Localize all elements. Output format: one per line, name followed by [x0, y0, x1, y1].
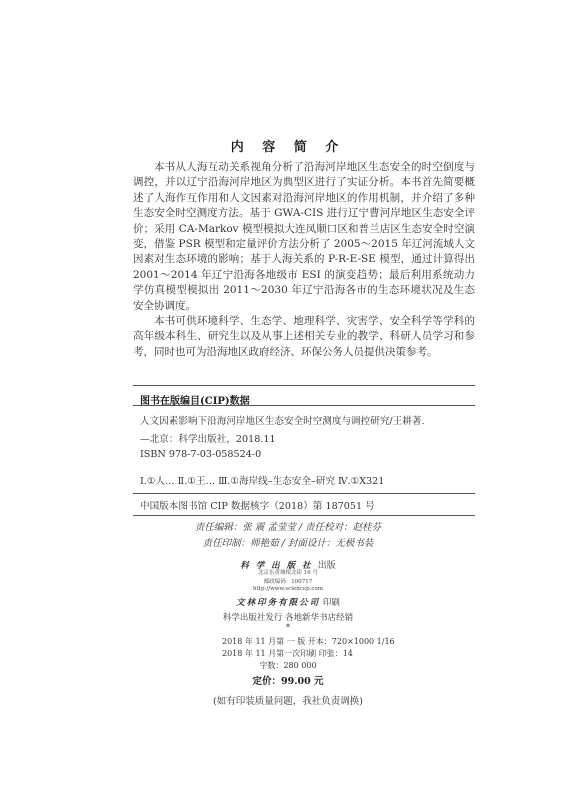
production-credits: 责任印制：师艳茹 / 封面设计：无极书装: [202, 538, 374, 549]
publisher-address: 北京东黄城根北街 16 号: [258, 570, 318, 576]
printer-name: 文林印务有限公司: [236, 598, 321, 608]
divider-top: [133, 385, 475, 386]
cip-heading: 图书在版编目(CIP)数据: [140, 396, 250, 407]
cip-classification-line: Ⅰ.①人… Ⅱ.①王… Ⅲ.①海岸线–生态安全–研究 Ⅳ.①X321: [140, 476, 385, 487]
publisher-name: 科 学 出 版 社: [240, 561, 313, 571]
cip-publisher-line: —北京：科学出版社，2018.11: [140, 434, 276, 445]
cip-title-line: 人文因素影响下沿海河岸地区生态安全时空测度与调控研究/王耕著.: [140, 416, 425, 427]
divider-cip-bottom: [133, 515, 475, 516]
publisher-postcode: 邮政编码：100717: [263, 579, 313, 585]
edition-info: 2018 年 11 月第 一 版 开本：720×1000 1/16: [222, 637, 395, 646]
page-title: 内 容 简 介: [230, 140, 346, 155]
intro-paragraph-1: 本书从人海互动关系视角分析了沿海河岸地区生态安全的时空倒度与调控，并以辽宁沿海河岸地区为典型区进行了实证分析。本书首先简要概述了人海作互作用和人文因素对沿海河岸地区的作用机制，并介绍了多种生态安全时空测度方法。基于 GWA-CIS 进行辽宁曹河岸地区生态安全评价；采用 CA-Markov 模型模拟大连凤顺口区和普兰店区生态安全时空演变，借鉴 PSR 模型和定量评价方法分析了 2005～2015 年辽河流域人文因素对生态环境的影响；基于人海关系的 P-R-E-SE 模型，通过计算得出 2001～2014 年辽宁沿海各地级市 ESI 的演变趋势；最后利用系统动力学仿真模型模拟出 2011～2030 年辽宁沿海各市的生态环境状况及生态安全协调度。: [133, 161, 475, 312]
cip-record-number: 中国版本图书馆 CIP 数据核字（2018）第 187051 号: [140, 501, 375, 512]
intro-paragraph-2: 本书可供环境科学、生态学、地理科学、灾害学、安全科学等学科的高年级本科生、研究生以及从事上述相关专业的教学、科研人员学习和参考，同时也可为沿海地区政府经济、环保公务人员提供决策参考。: [133, 315, 475, 358]
divider-cip-head: [133, 405, 475, 406]
divider-cip-mid: [133, 493, 475, 494]
publisher-suffix: 出版: [317, 561, 336, 571]
printing-info: 2018 年 11 月第一次印刷 印张：14: [222, 649, 353, 658]
printer-line: [0, 596, 576, 608]
printer-suffix: 印刷: [322, 598, 340, 608]
intro-text: [133, 160, 475, 360]
price: 定价：99.00 元: [252, 676, 324, 687]
distribution-line: 科学出版社发行 各地新华书店经销: [222, 613, 354, 623]
publisher-website: http://www.sciencep.com: [253, 586, 323, 592]
cip-isbn-line: ISBN 978-7-03-058524-0: [140, 449, 262, 460]
editor-credits: 责任编辑：张 震 孟莹莹 / 责任校对：赵桂芬: [194, 522, 382, 533]
separator-star: *: [285, 623, 291, 633]
quality-notice: (如有印装质量问题，我社负责调换): [213, 696, 363, 707]
word-count: 字数：280 000: [259, 661, 317, 670]
